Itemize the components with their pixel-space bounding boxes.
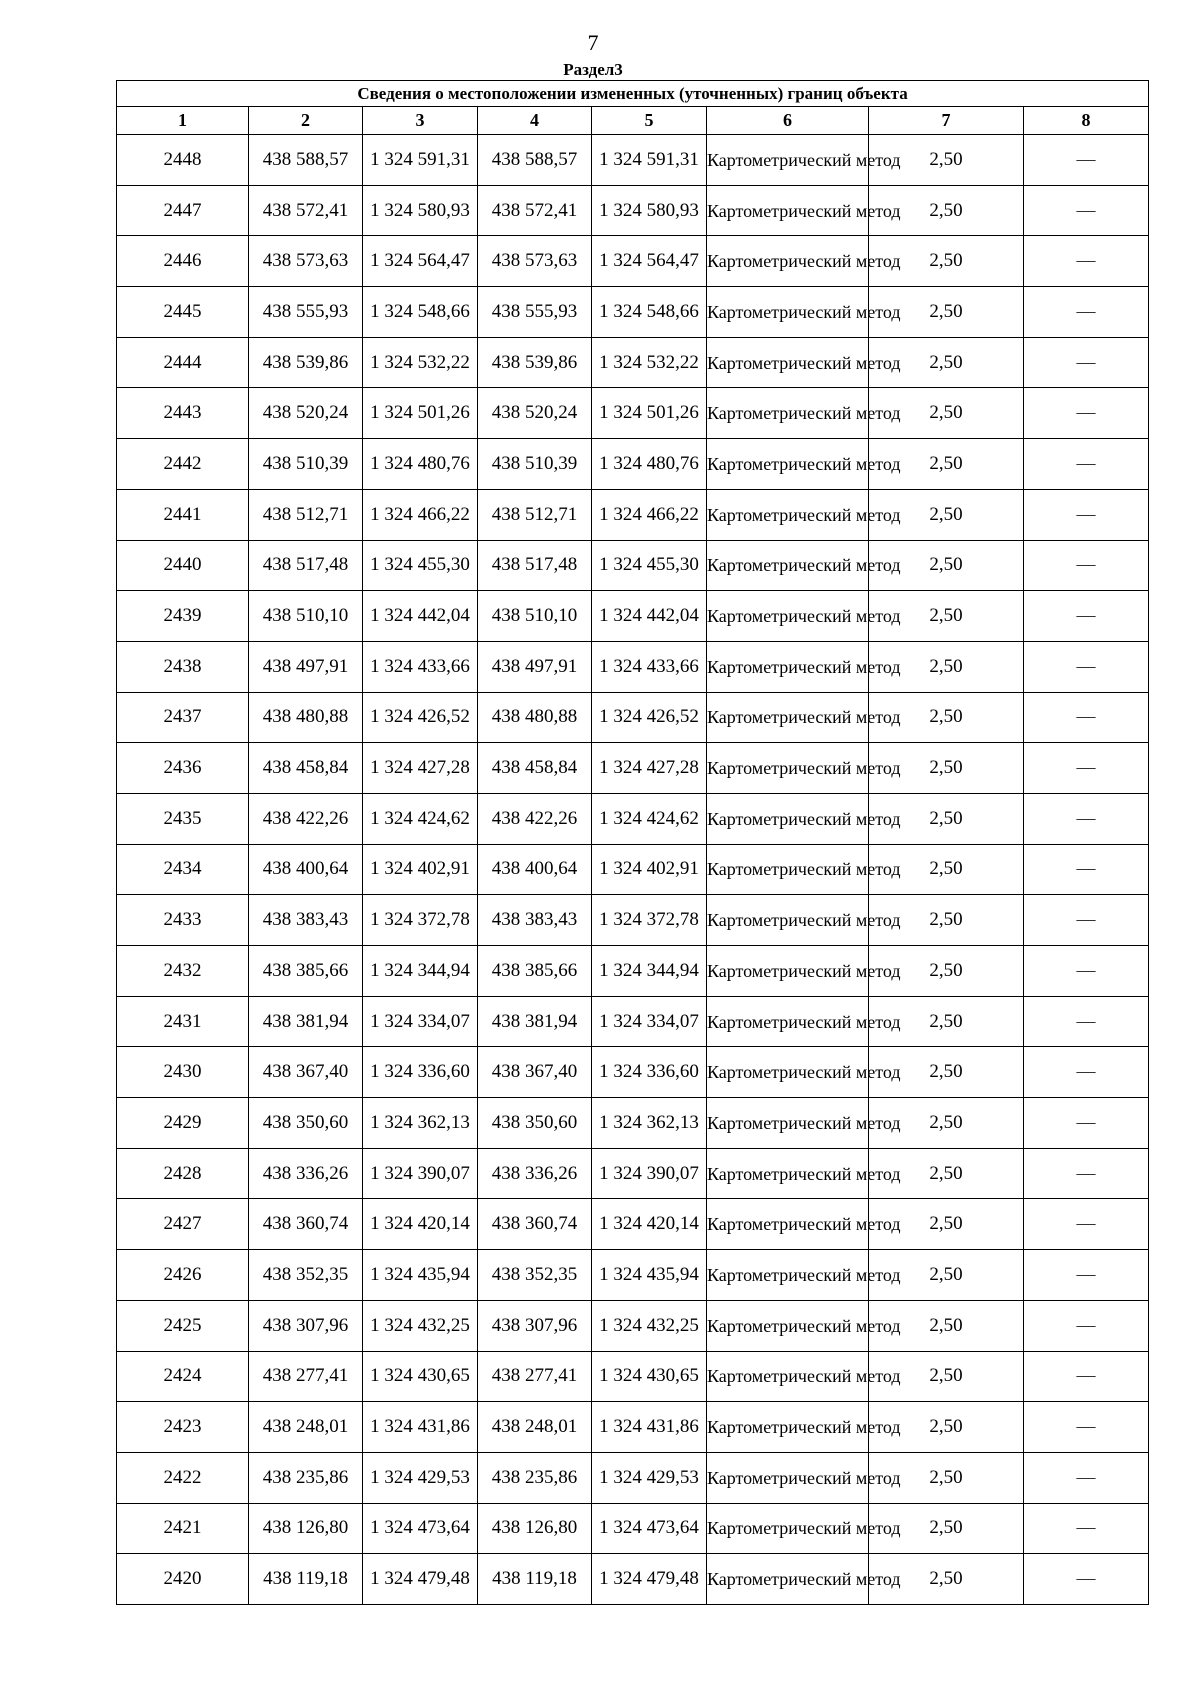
x-new-cell: 438 588,57	[478, 135, 592, 186]
accuracy-cell: 2,50	[869, 1148, 1024, 1199]
point-number-cell: 2431	[117, 996, 249, 1047]
point-number-cell: 2432	[117, 946, 249, 997]
point-number-cell: 2423	[117, 1402, 249, 1453]
method-cell: Картометрический метод	[707, 793, 869, 844]
point-number-cell: 2426	[117, 1250, 249, 1301]
y-new-cell: 1 324 580,93	[592, 185, 707, 236]
description-cell: —	[1024, 844, 1149, 895]
point-number-cell: 2442	[117, 439, 249, 490]
y-new-cell: 1 324 427,28	[592, 743, 707, 794]
point-number-cell: 2446	[117, 236, 249, 287]
y-existing-cell: 1 324 435,94	[363, 1250, 478, 1301]
table-row	[117, 1503, 1149, 1554]
y-new-cell: 1 324 426,52	[592, 692, 707, 743]
point-number-cell: 2427	[117, 1199, 249, 1250]
y-existing-cell: 1 324 344,94	[363, 946, 478, 997]
y-existing-cell: 1 324 501,26	[363, 388, 478, 439]
accuracy-cell: 2,50	[869, 337, 1024, 388]
x-existing-cell: 438 400,64	[249, 844, 363, 895]
y-new-cell: 1 324 442,04	[592, 591, 707, 642]
y-new-cell: 1 324 548,66	[592, 287, 707, 338]
x-new-cell: 438 573,63	[478, 236, 592, 287]
x-existing-cell: 438 510,39	[249, 439, 363, 490]
column-number: 6	[707, 107, 869, 135]
y-existing-cell: 1 324 427,28	[363, 743, 478, 794]
y-existing-cell: 1 324 432,25	[363, 1300, 478, 1351]
table-row	[117, 895, 1149, 946]
accuracy-cell: 2,50	[869, 1199, 1024, 1250]
method-cell: Картометрический метод	[707, 1148, 869, 1199]
method-cell: Картометрический метод	[707, 287, 869, 338]
table-row	[117, 236, 1149, 287]
table-row	[117, 692, 1149, 743]
y-existing-cell: 1 324 431,86	[363, 1402, 478, 1453]
y-existing-cell: 1 324 426,52	[363, 692, 478, 743]
point-number-cell: 2436	[117, 743, 249, 794]
description-cell: —	[1024, 793, 1149, 844]
y-existing-cell: 1 324 480,76	[363, 439, 478, 490]
x-existing-cell: 438 480,88	[249, 692, 363, 743]
description-cell: —	[1024, 1503, 1149, 1554]
table-row	[117, 1300, 1149, 1351]
table-row	[117, 1047, 1149, 1098]
method-cell: Картометрический метод	[707, 996, 869, 1047]
y-new-cell: 1 324 466,22	[592, 489, 707, 540]
description-cell: —	[1024, 1148, 1149, 1199]
y-new-cell: 1 324 591,31	[592, 135, 707, 186]
y-new-cell: 1 324 402,91	[592, 844, 707, 895]
x-existing-cell: 438 119,18	[249, 1554, 363, 1605]
y-new-cell: 1 324 501,26	[592, 388, 707, 439]
x-existing-cell: 438 572,41	[249, 185, 363, 236]
accuracy-cell: 2,50	[869, 540, 1024, 591]
y-new-cell: 1 324 564,47	[592, 236, 707, 287]
point-number-cell: 2435	[117, 793, 249, 844]
x-new-cell: 438 385,66	[478, 946, 592, 997]
method-cell: Картометрический метод	[707, 185, 869, 236]
y-new-cell: 1 324 372,78	[592, 895, 707, 946]
description-cell: —	[1024, 641, 1149, 692]
point-number-cell: 2441	[117, 489, 249, 540]
y-existing-cell: 1 324 466,22	[363, 489, 478, 540]
point-number-cell: 2438	[117, 641, 249, 692]
x-existing-cell: 438 352,35	[249, 1250, 363, 1301]
description-cell: —	[1024, 895, 1149, 946]
accuracy-cell: 2,50	[869, 489, 1024, 540]
y-existing-cell: 1 324 430,65	[363, 1351, 478, 1402]
table-row	[117, 591, 1149, 642]
description-cell: —	[1024, 946, 1149, 997]
description-cell: —	[1024, 540, 1149, 591]
description-cell: —	[1024, 591, 1149, 642]
table-row	[117, 1554, 1149, 1605]
description-cell: —	[1024, 489, 1149, 540]
page-number: 7	[587, 30, 599, 55]
x-new-cell: 438 422,26	[478, 793, 592, 844]
accuracy-cell: 2,50	[869, 287, 1024, 338]
y-new-cell: 1 324 430,65	[592, 1351, 707, 1402]
x-new-cell: 438 400,64	[478, 844, 592, 895]
x-existing-cell: 438 588,57	[249, 135, 363, 186]
y-existing-cell: 1 324 591,31	[363, 135, 478, 186]
y-new-cell: 1 324 480,76	[592, 439, 707, 490]
point-number-cell: 2420	[117, 1554, 249, 1605]
x-existing-cell: 438 539,86	[249, 337, 363, 388]
method-cell: Картометрический метод	[707, 1402, 869, 1453]
x-new-cell: 438 235,86	[478, 1452, 592, 1503]
table-row	[117, 1250, 1149, 1301]
accuracy-cell: 2,50	[869, 1300, 1024, 1351]
method-cell: Картометрический метод	[707, 895, 869, 946]
x-new-cell: 438 517,48	[478, 540, 592, 591]
x-new-cell: 438 360,74	[478, 1199, 592, 1250]
description-cell: —	[1024, 1300, 1149, 1351]
accuracy-cell: 2,50	[869, 743, 1024, 794]
y-existing-cell: 1 324 564,47	[363, 236, 478, 287]
x-existing-cell: 438 383,43	[249, 895, 363, 946]
x-existing-cell: 438 126,80	[249, 1503, 363, 1554]
point-number-cell: 2425	[117, 1300, 249, 1351]
description-cell: —	[1024, 1199, 1149, 1250]
method-cell: Картометрический метод	[707, 1452, 869, 1503]
column-number: 7	[869, 107, 1024, 135]
x-new-cell: 438 336,26	[478, 1148, 592, 1199]
method-cell: Картометрический метод	[707, 591, 869, 642]
table-row	[117, 1402, 1149, 1453]
table-row	[117, 996, 1149, 1047]
accuracy-cell: 2,50	[869, 439, 1024, 490]
description-cell: —	[1024, 236, 1149, 287]
accuracy-cell: 2,50	[869, 236, 1024, 287]
point-number-cell: 2430	[117, 1047, 249, 1098]
y-existing-cell: 1 324 402,91	[363, 844, 478, 895]
description-cell: —	[1024, 1402, 1149, 1453]
y-existing-cell: 1 324 455,30	[363, 540, 478, 591]
x-existing-cell: 438 248,01	[249, 1402, 363, 1453]
y-existing-cell: 1 324 548,66	[363, 287, 478, 338]
point-number-cell: 2440	[117, 540, 249, 591]
accuracy-cell: 2,50	[869, 388, 1024, 439]
description-cell: —	[1024, 439, 1149, 490]
x-new-cell: 438 352,35	[478, 1250, 592, 1301]
table-row	[117, 135, 1149, 186]
method-cell: Картометрический метод	[707, 388, 869, 439]
y-existing-cell: 1 324 473,64	[363, 1503, 478, 1554]
method-cell: Картометрический метод	[707, 1199, 869, 1250]
table-row	[117, 743, 1149, 794]
method-cell: Картометрический метод	[707, 1554, 869, 1605]
table-row	[117, 337, 1149, 388]
accuracy-cell: 2,50	[869, 1250, 1024, 1301]
x-existing-cell: 438 350,60	[249, 1098, 363, 1149]
table-row	[117, 388, 1149, 439]
description-cell: —	[1024, 1098, 1149, 1149]
description-cell: —	[1024, 388, 1149, 439]
point-number-cell: 2448	[117, 135, 249, 186]
y-new-cell: 1 324 479,48	[592, 1554, 707, 1605]
y-existing-cell: 1 324 334,07	[363, 996, 478, 1047]
x-existing-cell: 438 360,74	[249, 1199, 363, 1250]
y-new-cell: 1 324 432,25	[592, 1300, 707, 1351]
x-existing-cell: 438 458,84	[249, 743, 363, 794]
x-existing-cell: 438 520,24	[249, 388, 363, 439]
y-new-cell: 1 324 473,64	[592, 1503, 707, 1554]
y-new-cell: 1 324 424,62	[592, 793, 707, 844]
description-cell: —	[1024, 1250, 1149, 1301]
accuracy-cell: 2,50	[869, 1452, 1024, 1503]
x-new-cell: 438 572,41	[478, 185, 592, 236]
x-new-cell: 438 350,60	[478, 1098, 592, 1149]
description-cell: —	[1024, 692, 1149, 743]
table-row	[117, 1199, 1149, 1250]
method-cell: Картометрический метод	[707, 1047, 869, 1098]
y-existing-cell: 1 324 372,78	[363, 895, 478, 946]
method-cell: Картометрический метод	[707, 1300, 869, 1351]
y-new-cell: 1 324 532,22	[592, 337, 707, 388]
table-row	[117, 1351, 1149, 1402]
x-existing-cell: 438 497,91	[249, 641, 363, 692]
method-cell: Картометрический метод	[707, 489, 869, 540]
point-number-cell: 2443	[117, 388, 249, 439]
y-existing-cell: 1 324 390,07	[363, 1148, 478, 1199]
accuracy-cell: 2,50	[869, 591, 1024, 642]
accuracy-cell: 2,50	[869, 1503, 1024, 1554]
point-number-cell: 2428	[117, 1148, 249, 1199]
column-number: 4	[478, 107, 592, 135]
x-new-cell: 438 248,01	[478, 1402, 592, 1453]
x-existing-cell: 438 555,93	[249, 287, 363, 338]
table-row	[117, 540, 1149, 591]
x-new-cell: 438 510,39	[478, 439, 592, 490]
table-caption: Сведения о местоположении измененных (уточненных) границ объекта	[117, 81, 1149, 107]
accuracy-cell: 2,50	[869, 1047, 1024, 1098]
table-row	[117, 185, 1149, 236]
y-existing-cell: 1 324 532,22	[363, 337, 478, 388]
point-number-cell: 2422	[117, 1452, 249, 1503]
y-new-cell: 1 324 362,13	[592, 1098, 707, 1149]
description-cell: —	[1024, 1047, 1149, 1098]
column-number: 3	[363, 107, 478, 135]
method-cell: Картометрический метод	[707, 1098, 869, 1149]
point-number-cell: 2439	[117, 591, 249, 642]
accuracy-cell: 2,50	[869, 793, 1024, 844]
method-cell: Картометрический метод	[707, 135, 869, 186]
x-new-cell: 438 367,40	[478, 1047, 592, 1098]
y-existing-cell: 1 324 429,53	[363, 1452, 478, 1503]
accuracy-cell: 2,50	[869, 895, 1024, 946]
point-number-cell: 2421	[117, 1503, 249, 1554]
y-existing-cell: 1 324 420,14	[363, 1199, 478, 1250]
accuracy-cell: 2,50	[869, 641, 1024, 692]
description-cell: —	[1024, 135, 1149, 186]
accuracy-cell: 2,50	[869, 692, 1024, 743]
point-number-cell: 2433	[117, 895, 249, 946]
table-row	[117, 1148, 1149, 1199]
y-existing-cell: 1 324 362,13	[363, 1098, 478, 1149]
y-new-cell: 1 324 433,66	[592, 641, 707, 692]
method-cell: Картометрический метод	[707, 946, 869, 997]
y-existing-cell: 1 324 580,93	[363, 185, 478, 236]
table-row	[117, 439, 1149, 490]
x-existing-cell: 438 277,41	[249, 1351, 363, 1402]
x-new-cell: 438 383,43	[478, 895, 592, 946]
y-new-cell: 1 324 455,30	[592, 540, 707, 591]
accuracy-cell: 2,50	[869, 1554, 1024, 1605]
accuracy-cell: 2,50	[869, 946, 1024, 997]
accuracy-cell: 2,50	[869, 996, 1024, 1047]
x-new-cell: 438 510,10	[478, 591, 592, 642]
table-row	[117, 641, 1149, 692]
x-existing-cell: 438 381,94	[249, 996, 363, 1047]
accuracy-cell: 2,50	[869, 135, 1024, 186]
method-cell: Картометрический метод	[707, 743, 869, 794]
description-cell: —	[1024, 996, 1149, 1047]
point-number-cell: 2447	[117, 185, 249, 236]
column-number: 5	[592, 107, 707, 135]
x-new-cell: 438 277,41	[478, 1351, 592, 1402]
x-new-cell: 438 539,86	[478, 337, 592, 388]
column-number: 1	[117, 107, 249, 135]
accuracy-cell: 2,50	[869, 185, 1024, 236]
point-number-cell: 2434	[117, 844, 249, 895]
x-existing-cell: 438 573,63	[249, 236, 363, 287]
column-number: 2	[249, 107, 363, 135]
x-existing-cell: 438 235,86	[249, 1452, 363, 1503]
table-row	[117, 1098, 1149, 1149]
x-new-cell: 438 480,88	[478, 692, 592, 743]
table-body	[117, 135, 1149, 1605]
method-cell: Картометрический метод	[707, 540, 869, 591]
y-new-cell: 1 324 336,60	[592, 1047, 707, 1098]
y-new-cell: 1 324 420,14	[592, 1199, 707, 1250]
x-new-cell: 438 512,71	[478, 489, 592, 540]
table-row	[117, 489, 1149, 540]
description-cell: —	[1024, 337, 1149, 388]
accuracy-cell: 2,50	[869, 1402, 1024, 1453]
x-new-cell: 438 126,80	[478, 1503, 592, 1554]
y-new-cell: 1 324 390,07	[592, 1148, 707, 1199]
y-existing-cell: 1 324 433,66	[363, 641, 478, 692]
description-cell: —	[1024, 185, 1149, 236]
table-row	[117, 1452, 1149, 1503]
x-new-cell: 438 381,94	[478, 996, 592, 1047]
x-existing-cell: 438 307,96	[249, 1300, 363, 1351]
method-cell: Картометрический метод	[707, 1503, 869, 1554]
section-title: Раздел3	[563, 60, 623, 79]
table-row	[117, 287, 1149, 338]
table-row	[117, 844, 1149, 895]
boundary-coordinates-table	[116, 80, 1149, 1605]
method-cell: Картометрический метод	[707, 692, 869, 743]
y-existing-cell: 1 324 424,62	[363, 793, 478, 844]
y-existing-cell: 1 324 336,60	[363, 1047, 478, 1098]
method-cell: Картометрический метод	[707, 844, 869, 895]
description-cell: —	[1024, 1351, 1149, 1402]
method-cell: Картометрический метод	[707, 337, 869, 388]
x-existing-cell: 438 512,71	[249, 489, 363, 540]
accuracy-cell: 2,50	[869, 1098, 1024, 1149]
x-new-cell: 438 307,96	[478, 1300, 592, 1351]
y-new-cell: 1 324 334,07	[592, 996, 707, 1047]
method-cell: Картометрический метод	[707, 1250, 869, 1301]
table-row	[117, 946, 1149, 997]
table-row	[117, 793, 1149, 844]
description-cell: —	[1024, 287, 1149, 338]
point-number-cell: 2437	[117, 692, 249, 743]
method-cell: Картометрический метод	[707, 641, 869, 692]
x-existing-cell: 438 510,10	[249, 591, 363, 642]
description-cell: —	[1024, 1452, 1149, 1503]
method-cell: Картометрический метод	[707, 236, 869, 287]
x-new-cell: 438 520,24	[478, 388, 592, 439]
point-number-cell: 2445	[117, 287, 249, 338]
x-existing-cell: 438 517,48	[249, 540, 363, 591]
accuracy-cell: 2,50	[869, 1351, 1024, 1402]
point-number-cell: 2444	[117, 337, 249, 388]
x-existing-cell: 438 385,66	[249, 946, 363, 997]
description-cell: —	[1024, 743, 1149, 794]
column-number: 8	[1024, 107, 1149, 135]
x-new-cell: 438 119,18	[478, 1554, 592, 1605]
x-new-cell: 438 497,91	[478, 641, 592, 692]
y-new-cell: 1 324 435,94	[592, 1250, 707, 1301]
description-cell: —	[1024, 1554, 1149, 1605]
method-cell: Картометрический метод	[707, 1351, 869, 1402]
y-new-cell: 1 324 344,94	[592, 946, 707, 997]
method-cell: Картометрический метод	[707, 439, 869, 490]
y-existing-cell: 1 324 479,48	[363, 1554, 478, 1605]
column-number-row	[117, 107, 1149, 135]
accuracy-cell: 2,50	[869, 844, 1024, 895]
x-existing-cell: 438 422,26	[249, 793, 363, 844]
point-number-cell: 2424	[117, 1351, 249, 1402]
point-number-cell: 2429	[117, 1098, 249, 1149]
x-new-cell: 438 555,93	[478, 287, 592, 338]
y-existing-cell: 1 324 442,04	[363, 591, 478, 642]
y-new-cell: 1 324 429,53	[592, 1452, 707, 1503]
x-existing-cell: 438 336,26	[249, 1148, 363, 1199]
y-new-cell: 1 324 431,86	[592, 1402, 707, 1453]
x-new-cell: 438 458,84	[478, 743, 592, 794]
x-existing-cell: 438 367,40	[249, 1047, 363, 1098]
